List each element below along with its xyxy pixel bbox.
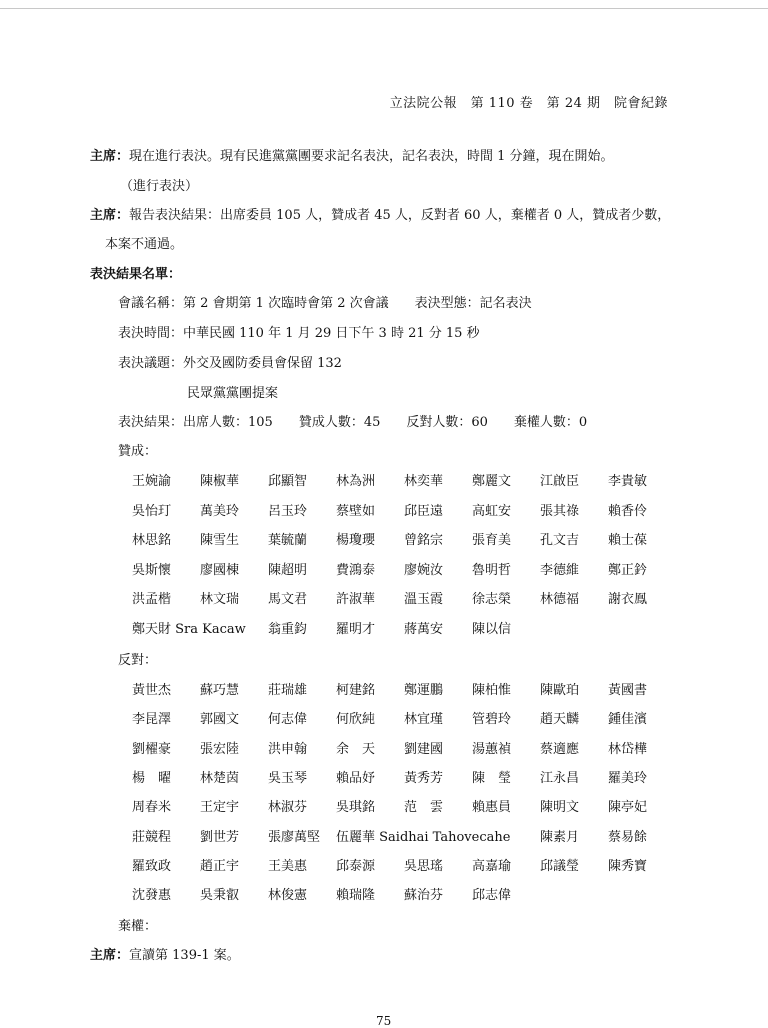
voter-name: 高嘉瑜 bbox=[472, 858, 512, 874]
voter-name: 陳雪生 bbox=[200, 533, 240, 549]
vote-time-line: 表決時間：中華民國 110 年 1 月 29 日下午 3 時 21 分 15 秒 bbox=[118, 326, 480, 341]
voter-name: 王美惠 bbox=[268, 858, 308, 874]
voter-name: 劉櫂豪 bbox=[132, 741, 172, 757]
voter-name: 謝衣鳯 bbox=[608, 592, 648, 608]
abstain-label: 棄權： bbox=[118, 919, 158, 934]
voter-name: 賴品妤 bbox=[336, 770, 376, 786]
voter-name: 吳斯懷 bbox=[132, 562, 172, 578]
voter-name: 王定宇 bbox=[200, 800, 240, 816]
voter-name: 王婉諭 bbox=[132, 474, 172, 489]
voter-name: 邱顯智 bbox=[268, 474, 308, 489]
voter-name: 黃秀芳 bbox=[404, 770, 444, 786]
voter-name: 江啟臣 bbox=[540, 474, 580, 489]
voter-name: 黃世杰 bbox=[132, 683, 172, 698]
voter-name: 陳亭妃 bbox=[608, 800, 648, 816]
voter-name: 周春米 bbox=[132, 800, 172, 816]
voter-name: 張育美 bbox=[472, 533, 512, 549]
voter-name: 張宏陸 bbox=[200, 741, 240, 757]
voter-name: 邱泰源 bbox=[336, 858, 376, 874]
voter-name: 翁重鈞 bbox=[268, 622, 308, 637]
voter-name: 廖婉汝 bbox=[404, 562, 444, 578]
voter-name: 吳玉琴 bbox=[268, 770, 308, 786]
voter-name: 陳秀寶 bbox=[608, 858, 648, 874]
voter-name: 鍾佳濱 bbox=[608, 712, 648, 728]
voter-name: 羅致政 bbox=[132, 858, 172, 874]
voter-name: 余 天 bbox=[336, 741, 376, 757]
voter-name: 楊瓊瓔 bbox=[336, 533, 376, 549]
voter-name: 鄭麗文 bbox=[472, 474, 512, 489]
voter-name: 呂玉玲 bbox=[268, 503, 308, 519]
statement-text: 宣讀第 139-1 案。 bbox=[129, 948, 240, 963]
voter-name: 張其祿 bbox=[540, 503, 580, 519]
voter-name: 郭國文 bbox=[200, 712, 240, 728]
voter-name: 陳椒華 bbox=[200, 474, 240, 489]
speaker-label: 主席： bbox=[90, 208, 130, 223]
voter-name: 曾銘宗 bbox=[404, 533, 444, 549]
chair-statement-3 bbox=[90, 944, 240, 963]
voter-name: 湯蕙禎 bbox=[472, 741, 512, 757]
vote-topic-line-2: 民眾黨黨團提案 bbox=[187, 386, 279, 401]
voter-name: 李德維 bbox=[540, 562, 580, 578]
vote-topic-line: 表決議題：外交及國防委員會保留 132 bbox=[118, 356, 342, 371]
voter-name: 邱志偉 bbox=[472, 888, 512, 904]
voter-name: 林文瑞 bbox=[200, 592, 240, 608]
voter-name: 莊競程 bbox=[132, 829, 172, 845]
voter-name: 賴士葆 bbox=[608, 533, 648, 549]
voter-name: 伍麗華 Saidhai Tahovecahe bbox=[336, 829, 511, 845]
meeting-name-line: 會議名稱：第 2 會期第 1 次臨時會第 2 次會議 表決型態：記名表決 bbox=[118, 296, 532, 311]
voter-name: 蔡適應 bbox=[540, 741, 580, 757]
voter-name: 溫玉霞 bbox=[404, 592, 444, 608]
voter-name: 趙天麟 bbox=[540, 712, 580, 728]
voter-name: 羅明才 bbox=[336, 622, 376, 637]
voter-name: 林德福 bbox=[540, 592, 580, 608]
voter-name: 李貴敏 bbox=[608, 474, 648, 489]
voter-name: 劉建國 bbox=[404, 741, 444, 757]
chair-statement-1 bbox=[90, 145, 614, 164]
voter-name: 江永昌 bbox=[540, 770, 580, 786]
voter-name: 范 雲 bbox=[404, 800, 444, 816]
voter-name: 林俊憲 bbox=[268, 888, 308, 904]
voter-name: 鄭正鈐 bbox=[608, 562, 648, 578]
statement-text: 報告表決結果：出席委員 105 人，贊成者 45 人，反對者 60 人，棄權者 0 人，贊成者少數， bbox=[129, 208, 671, 223]
voter-name: 孔文吉 bbox=[540, 533, 580, 549]
voter-name: 萬美玲 bbox=[200, 503, 240, 519]
voter-name: 柯建銘 bbox=[336, 683, 376, 698]
voter-name: 李昆澤 bbox=[132, 712, 172, 728]
no-label: 反對： bbox=[118, 653, 158, 668]
voter-name: 馬文君 bbox=[268, 592, 308, 608]
chair-statement-2-continued: 本案不通過。 bbox=[105, 237, 184, 252]
voter-name: 劉世芳 bbox=[200, 829, 240, 845]
voter-name: 陳 瑩 bbox=[472, 770, 512, 786]
voter-name: 陳柏惟 bbox=[472, 683, 512, 698]
voter-name: 邱議瑩 bbox=[540, 858, 580, 874]
yes-label: 贊成： bbox=[118, 444, 158, 459]
voter-name: 羅美玲 bbox=[608, 770, 648, 786]
voter-name: 陳超明 bbox=[268, 562, 308, 578]
voter-name: 林為洲 bbox=[336, 474, 376, 489]
voter-name: 洪申翰 bbox=[268, 741, 308, 757]
voter-name: 沈發惠 bbox=[132, 888, 172, 904]
speaker-label: 主席： bbox=[90, 149, 130, 164]
voter-name: 許淑華 bbox=[336, 592, 376, 608]
voter-name: 邱臣遠 bbox=[404, 503, 444, 519]
voter-name: 何志偉 bbox=[268, 712, 308, 728]
page-number: 75 bbox=[376, 1014, 392, 1028]
voter-name: 林楚茵 bbox=[200, 770, 240, 786]
voter-name: 林奕華 bbox=[404, 474, 444, 489]
voter-name: 陳以信 bbox=[472, 622, 512, 637]
voter-name: 魯明哲 bbox=[472, 562, 512, 578]
voter-name: 蔡易餘 bbox=[608, 829, 648, 845]
voter-name: 張廖萬堅 bbox=[268, 829, 321, 845]
gazette-header: 立法院公報 第 110 卷 第 24 期 院會紀錄 bbox=[389, 96, 668, 111]
voter-name: 何欣純 bbox=[336, 712, 376, 728]
voter-name: 林淑芬 bbox=[268, 800, 308, 816]
voter-name: 林思銘 bbox=[132, 533, 172, 549]
page-top-border bbox=[0, 8, 768, 9]
voter-name: 莊瑞雄 bbox=[268, 683, 308, 698]
voter-name: 高虹安 bbox=[472, 503, 512, 519]
voter-name: 蔡壁如 bbox=[336, 503, 376, 519]
voter-name: 鄭天財 Sra Kacaw bbox=[132, 622, 246, 637]
voter-name: 吳思瑤 bbox=[404, 858, 444, 874]
voter-name: 陳素月 bbox=[540, 829, 580, 845]
statement-text: 現在進行表決。現有民進黨黨團要求記名表決，記名表決，時間 1 分鐘，現在開始。 bbox=[129, 149, 614, 164]
voter-name: 賴惠員 bbox=[472, 800, 512, 816]
voter-name: 陳明文 bbox=[540, 800, 580, 816]
voter-name: 蘇巧慧 bbox=[200, 683, 240, 698]
voter-name: 楊 曜 bbox=[132, 770, 172, 786]
result-list-title: 表決結果名單： bbox=[90, 267, 182, 282]
speaker-label: 主席： bbox=[90, 948, 130, 963]
voter-name: 吳秉叡 bbox=[200, 888, 240, 904]
voter-name: 蘇治芬 bbox=[404, 888, 444, 904]
voter-name: 管碧玲 bbox=[472, 712, 512, 728]
voter-name: 賴香伶 bbox=[608, 503, 648, 519]
voter-name: 鄭運鵬 bbox=[404, 683, 444, 698]
voter-name: 林岱樺 bbox=[608, 741, 648, 757]
voter-name: 林宜瑾 bbox=[404, 712, 444, 728]
voter-name: 洪孟楷 bbox=[132, 592, 172, 608]
voter-name: 徐志榮 bbox=[472, 592, 512, 608]
voter-name: 吳琪銘 bbox=[336, 800, 376, 816]
voter-name: 黃國書 bbox=[608, 683, 648, 698]
voter-name: 賴瑞隆 bbox=[336, 888, 376, 904]
voter-name: 蔣萬安 bbox=[404, 622, 444, 637]
voting-note: （進行表決） bbox=[120, 179, 199, 194]
chair-statement-2 bbox=[90, 204, 670, 223]
voter-name: 趙正宇 bbox=[200, 858, 240, 874]
voter-name: 陳歐珀 bbox=[540, 683, 580, 698]
voter-name: 費鴻泰 bbox=[336, 562, 376, 578]
voter-name: 吳怡玎 bbox=[132, 503, 172, 519]
voter-name: 廖國棟 bbox=[200, 562, 240, 578]
voter-name: 葉毓蘭 bbox=[268, 533, 308, 549]
vote-result-line: 表決結果：出席人數：105 贊成人數：45 反對人數：60 棄權人數：0 bbox=[118, 415, 588, 430]
